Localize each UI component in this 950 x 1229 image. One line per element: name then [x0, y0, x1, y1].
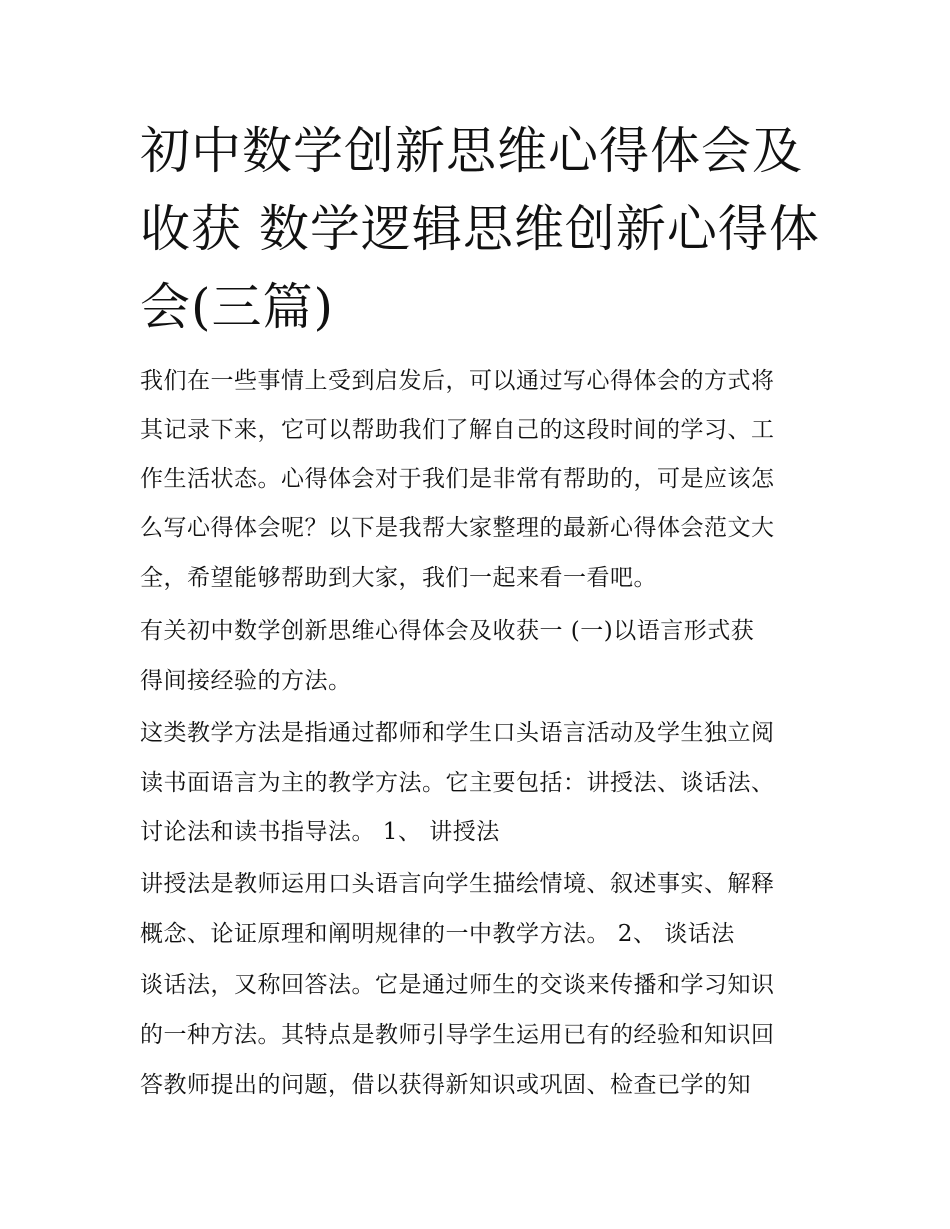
paragraph-line: 作生活状态。心得体会对于我们是非常有帮助的，可是应该怎: [140, 466, 775, 492]
paragraph-line: 读书面语言为主的教学方法。它主要包括：讲授法、谈话法、: [140, 770, 775, 796]
paragraph-line: 讨论法和读书指导法。 1、 讲授法: [140, 819, 500, 845]
paragraph-line: 其记录下来，它可以帮助我们了解自己的这段时间的学习、工: [140, 417, 775, 443]
paragraph-line: 概念、论证原理和阐明规律的一中教学方法。 2、 谈话法: [140, 921, 735, 947]
paragraph-line: 我们在一些事情上受到启发后，可以通过写心得体会的方式将: [140, 368, 775, 394]
title-line: 初中数学创新思维心得体会及: [140, 122, 803, 180]
paragraph-line: 的一种方法。其特点是教师引导学生运用已有的经验和知识回: [140, 1022, 775, 1048]
paragraph-line: 这类教学方法是指通过都师和学生口头语言活动及学生独立阅: [140, 720, 775, 746]
paragraph-line: 有关初中数学创新思维心得体会及收获一 (一)以语言形式获: [140, 618, 755, 644]
title-line: 收获 数学逻辑思维创新心得体: [140, 200, 820, 258]
paragraph-line: 答教师提出的问题，借以获得新知识或巩固、检查已学的知: [140, 1072, 751, 1098]
paragraph-line: 得间接经验的方法。: [140, 668, 352, 694]
paragraph-line: 讲授法是教师运用口头语言向学生描绘情境、叙述事实、解释: [140, 871, 775, 897]
document-title: [140, 112, 820, 346]
paragraph-line: 谈话法，又称回答法。它是通过师生的交谈来传播和学习知识: [140, 972, 775, 998]
paragraph-line: 全，希望能够帮助到大家，我们一起来看一看吧。: [140, 565, 657, 591]
title-line: 会(三篇): [140, 278, 335, 336]
paragraph-line: 么写心得体会呢？以下是我帮大家整理的最新心得体会范文大: [140, 515, 775, 541]
